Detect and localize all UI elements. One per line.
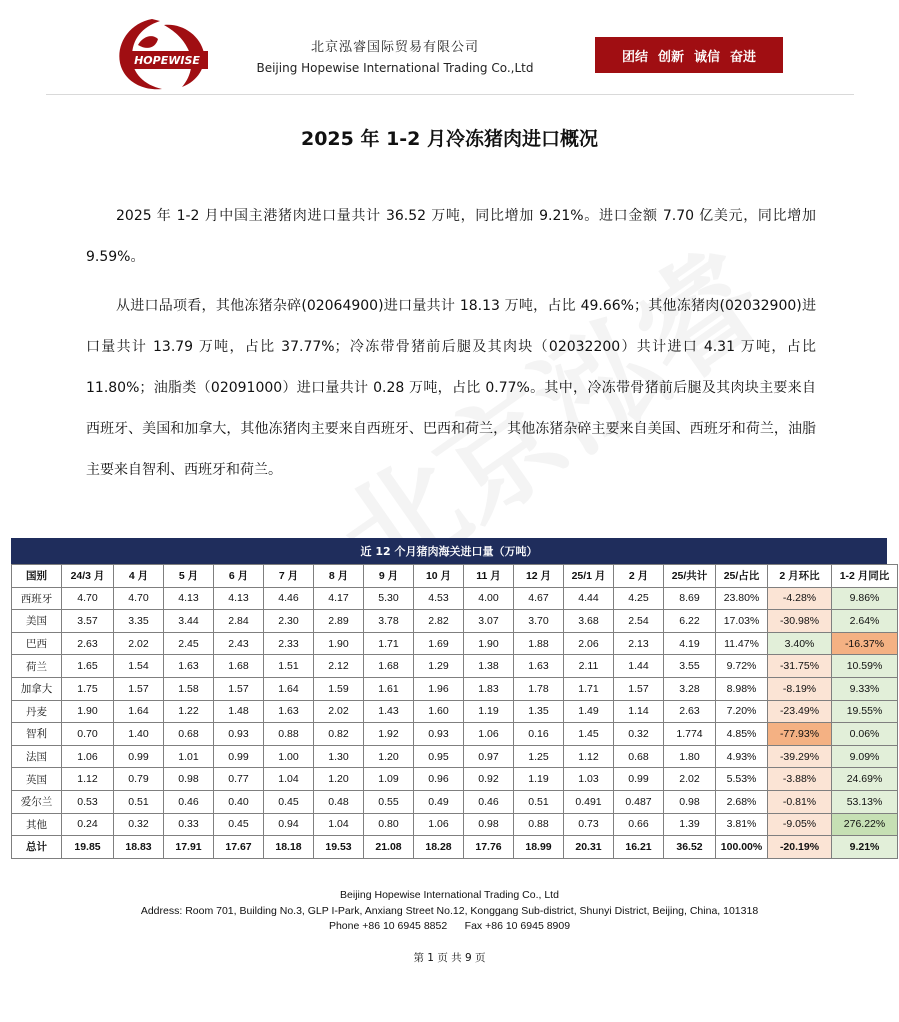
value-cell: 0.51 (514, 790, 564, 813)
value-cell: 9.09% (832, 745, 898, 768)
value-cell: 1.78 (514, 677, 564, 700)
value-cell: 0.53 (62, 790, 114, 813)
column-header: 6 月 (214, 565, 264, 588)
value-cell: 4.13 (164, 587, 214, 610)
value-cell: 9.33% (832, 677, 898, 700)
value-cell: 1.12 (62, 768, 114, 791)
value-cell: 1.64 (114, 700, 164, 723)
value-cell: 3.28 (664, 677, 716, 700)
value-cell: 1.38 (464, 655, 514, 678)
table-row (12, 790, 898, 813)
paragraph-products: 从进口品项看，其他冻猪杂碎(02064900)进口量共计 18.13 万吨，占比 49.66%；其他冻猪肉(02032900)进口量共计 13.79 万吨，占比 37.77%；冷冻带骨猪前后腿及其肉块（02032200）共计进口 4.31 万吨，占比 11.80%；油脂类（02091000）进口量共计 0.28 万吨，占比 0.77%。其中，冷冻带骨猪前后腿及其肉块主要来自西班牙、美国和加拿大，其他冻猪肉主要来自西班牙、巴西和荷兰，其他冻猪杂碎主要来自美国、西班牙和荷兰，油脂主要来自智利、西班牙和荷兰。 (86, 298, 816, 478)
value-cell: 19.55% (832, 700, 898, 723)
value-cell: 1.68 (364, 655, 414, 678)
value-cell: 1.06 (62, 745, 114, 768)
value-cell: 17.67 (214, 836, 264, 859)
column-header: 11 月 (464, 565, 514, 588)
value-cell: 1.39 (664, 813, 716, 836)
value-cell: 1.35 (514, 700, 564, 723)
country-cell: 荷兰 (12, 655, 62, 678)
country-cell: 法国 (12, 745, 62, 768)
column-header: 7 月 (264, 565, 314, 588)
column-header: 2 月 (614, 565, 664, 588)
country-cell: 总计 (12, 836, 62, 859)
table-row (12, 745, 898, 768)
column-header: 1-2 月同比 (832, 565, 898, 588)
value-cell: 2.84 (214, 610, 264, 633)
value-cell: 0.45 (214, 813, 264, 836)
value-cell: 3.70 (514, 610, 564, 633)
column-header: 10 月 (414, 565, 464, 588)
motto-banner (595, 37, 783, 73)
table-row (12, 723, 898, 746)
value-cell: 0.98 (664, 790, 716, 813)
value-cell: 1.60 (414, 700, 464, 723)
country-cell: 丹麦 (12, 700, 62, 723)
value-cell: 6.22 (664, 610, 716, 633)
company-name (240, 36, 550, 75)
value-cell: 2.11 (564, 655, 614, 678)
value-cell: 0.48 (314, 790, 364, 813)
value-cell: 4.53 (414, 587, 464, 610)
value-cell: 0.51 (114, 790, 164, 813)
value-cell: 1.88 (514, 632, 564, 655)
value-cell: 1.19 (514, 768, 564, 791)
column-header: 5 月 (164, 565, 214, 588)
table-row (12, 655, 898, 678)
footer (0, 888, 899, 935)
value-cell: 1.06 (414, 813, 464, 836)
table-row (12, 677, 898, 700)
value-cell: -0.81% (768, 790, 832, 813)
value-cell: 4.93% (716, 745, 768, 768)
country-cell: 英国 (12, 768, 62, 791)
page-title: 2025 年 1-2 月冷冻猪肉进口概况 (300, 128, 599, 150)
value-cell: 3.07 (464, 610, 514, 633)
value-cell: 2.02 (314, 700, 364, 723)
value-cell: 1.57 (614, 677, 664, 700)
column-header: 8 月 (314, 565, 364, 588)
value-cell: 0.68 (164, 723, 214, 746)
value-cell: 1.44 (614, 655, 664, 678)
value-cell: 1.54 (114, 655, 164, 678)
value-cell: 1.57 (114, 677, 164, 700)
value-cell: 0.79 (114, 768, 164, 791)
value-cell: 1.774 (664, 723, 716, 746)
value-cell: -8.19% (768, 677, 832, 700)
value-cell: 4.46 (264, 587, 314, 610)
value-cell: 1.58 (164, 677, 214, 700)
table-row (12, 610, 898, 633)
value-cell: 4.25 (614, 587, 664, 610)
value-cell: 1.04 (264, 768, 314, 791)
value-cell: 53.13% (832, 790, 898, 813)
value-cell: 1.12 (564, 745, 614, 768)
value-cell: 9.72% (716, 655, 768, 678)
value-cell: 1.63 (264, 700, 314, 723)
value-cell: 1.61 (364, 677, 414, 700)
value-cell: 2.54 (614, 610, 664, 633)
table-row (12, 700, 898, 723)
value-cell: 0.82 (314, 723, 364, 746)
value-cell: 2.82 (414, 610, 464, 633)
value-cell: -39.29% (768, 745, 832, 768)
value-cell: 5.53% (716, 768, 768, 791)
value-cell: 2.02 (664, 768, 716, 791)
svg-text:HOPEWISE: HOPEWISE (134, 54, 200, 67)
value-cell: 276.22% (832, 813, 898, 836)
value-cell: 3.40% (768, 632, 832, 655)
value-cell: 0.55 (364, 790, 414, 813)
value-cell: 1.49 (564, 700, 614, 723)
value-cell: 0.46 (464, 790, 514, 813)
country-cell: 爱尔兰 (12, 790, 62, 813)
value-cell: 0.88 (264, 723, 314, 746)
value-cell: 18.83 (114, 836, 164, 859)
value-cell: 0.33 (164, 813, 214, 836)
value-cell: 1.51 (264, 655, 314, 678)
value-cell: 1.63 (514, 655, 564, 678)
value-cell: 9.86% (832, 587, 898, 610)
value-cell: 1.22 (164, 700, 214, 723)
value-cell: 11.47% (716, 632, 768, 655)
value-cell: 2.64% (832, 610, 898, 633)
value-cell: 0.45 (264, 790, 314, 813)
company-name-cn: 北京泓睿国际贸易有限公司 (310, 40, 479, 55)
value-cell: 8.69 (664, 587, 716, 610)
country-cell: 美国 (12, 610, 62, 633)
motto-word: 创新 (657, 49, 684, 65)
table-row (12, 632, 898, 655)
column-header: 2 月环比 (768, 565, 832, 588)
value-cell: 1.40 (114, 723, 164, 746)
value-cell: 0.92 (464, 768, 514, 791)
value-cell: 2.43 (214, 632, 264, 655)
value-cell: -23.49% (768, 700, 832, 723)
value-cell: 0.49 (414, 790, 464, 813)
column-header: 12 月 (514, 565, 564, 588)
country-cell: 其他 (12, 813, 62, 836)
footer-company: Beijing Hopewise International Trading Co., Ltd (340, 889, 559, 901)
value-cell: 0.93 (214, 723, 264, 746)
value-cell: 19.53 (314, 836, 364, 859)
value-cell: 4.44 (564, 587, 614, 610)
value-cell: 1.64 (264, 677, 314, 700)
value-cell: 1.90 (464, 632, 514, 655)
import-volume-table (11, 538, 890, 859)
value-cell: -9.05% (768, 813, 832, 836)
value-cell: 3.81% (716, 813, 768, 836)
company-name-en: Beijing Hopewise International Trading Co.,Ltd (256, 61, 534, 75)
value-cell: 36.52 (664, 836, 716, 859)
column-header: 4 月 (114, 565, 164, 588)
value-cell: 19.85 (62, 836, 114, 859)
footer-contact: Phone +86 10 6945 8852 Fax +86 10 6945 8909 (328, 920, 571, 932)
value-cell: 0.46 (164, 790, 214, 813)
value-cell: 2.12 (314, 655, 364, 678)
value-cell: 1.92 (364, 723, 414, 746)
value-cell: 0.70 (62, 723, 114, 746)
value-cell: 2.30 (264, 610, 314, 633)
table-row (12, 768, 898, 791)
page-number: 第 1 页 共 9 页 (413, 952, 486, 964)
value-cell: 23.80% (716, 587, 768, 610)
company-logo (112, 15, 210, 93)
value-cell: 0.487 (614, 790, 664, 813)
value-cell: 17.03% (716, 610, 768, 633)
value-cell: -31.75% (768, 655, 832, 678)
value-cell: 1.43 (364, 700, 414, 723)
value-cell: 2.33 (264, 632, 314, 655)
value-cell: 100.00% (716, 836, 768, 859)
value-cell: 4.70 (114, 587, 164, 610)
table-total-row (12, 836, 898, 859)
value-cell: 4.85% (716, 723, 768, 746)
value-cell: 2.13 (614, 632, 664, 655)
value-cell: 0.66 (614, 813, 664, 836)
value-cell: -77.93% (768, 723, 832, 746)
value-cell: 9.21% (832, 836, 898, 859)
value-cell: 1.63 (164, 655, 214, 678)
value-cell: 1.20 (314, 768, 364, 791)
value-cell: 0.40 (214, 790, 264, 813)
value-cell: 1.29 (414, 655, 464, 678)
column-header: 9 月 (364, 565, 414, 588)
table-row (12, 813, 898, 836)
value-cell: 24.69% (832, 768, 898, 791)
value-cell: 1.19 (464, 700, 514, 723)
paragraph-summary: 2025 年 1-2 月中国主港猪肉进口量共计 36.52 万吨，同比增加 9.21%。进口金额 7.70 亿美元，同比增加 9.59%。 (86, 208, 816, 265)
value-cell: 0.99 (614, 768, 664, 791)
value-cell: 2.06 (564, 632, 614, 655)
value-cell: 1.90 (62, 700, 114, 723)
value-cell: 1.09 (364, 768, 414, 791)
value-cell: 3.68 (564, 610, 614, 633)
value-cell: 0.96 (414, 768, 464, 791)
value-cell: 1.14 (614, 700, 664, 723)
value-cell: 4.00 (464, 587, 514, 610)
header-divider (46, 94, 854, 95)
value-cell: 1.69 (414, 632, 464, 655)
value-cell: 3.44 (164, 610, 214, 633)
country-cell: 巴西 (12, 632, 62, 655)
value-cell: 0.73 (564, 813, 614, 836)
country-cell: 加拿大 (12, 677, 62, 700)
value-cell: 0.95 (414, 745, 464, 768)
value-cell: 20.31 (564, 836, 614, 859)
value-cell: 0.32 (614, 723, 664, 746)
value-cell: 3.35 (114, 610, 164, 633)
value-cell: 2.63 (62, 632, 114, 655)
country-cell: 西班牙 (12, 587, 62, 610)
motto-word: 诚信 (694, 49, 721, 65)
table-header-row (12, 565, 898, 588)
value-cell: 17.76 (464, 836, 514, 859)
value-cell: 1.83 (464, 677, 514, 700)
value-cell: 1.45 (564, 723, 614, 746)
value-cell: 1.65 (62, 655, 114, 678)
value-cell: -30.98% (768, 610, 832, 633)
value-cell: 4.19 (664, 632, 716, 655)
value-cell: 1.80 (664, 745, 716, 768)
value-cell: 1.25 (514, 745, 564, 768)
value-cell: 4.70 (62, 587, 114, 610)
value-cell: 1.68 (214, 655, 264, 678)
value-cell: 0.97 (464, 745, 514, 768)
value-cell: 4.17 (314, 587, 364, 610)
value-cell: 18.18 (264, 836, 314, 859)
value-cell: 0.88 (514, 813, 564, 836)
value-cell: 3.55 (664, 655, 716, 678)
country-cell: 智利 (12, 723, 62, 746)
value-cell: 1.20 (364, 745, 414, 768)
value-cell: 4.13 (214, 587, 264, 610)
value-cell: 0.98 (164, 768, 214, 791)
value-cell: 10.59% (832, 655, 898, 678)
value-cell: 18.28 (414, 836, 464, 859)
value-cell: 1.96 (414, 677, 464, 700)
value-cell: 18.99 (514, 836, 564, 859)
value-cell: 0.491 (564, 790, 614, 813)
value-cell: 1.75 (62, 677, 114, 700)
value-cell: 2.63 (664, 700, 716, 723)
value-cell: 17.91 (164, 836, 214, 859)
table-row (12, 587, 898, 610)
value-cell: 5.30 (364, 587, 414, 610)
value-cell: 0.32 (114, 813, 164, 836)
value-cell: 1.71 (564, 677, 614, 700)
value-cell: 1.59 (314, 677, 364, 700)
value-cell: 7.20% (716, 700, 768, 723)
value-cell: 2.89 (314, 610, 364, 633)
value-cell: 1.30 (314, 745, 364, 768)
value-cell: -16.37% (832, 632, 898, 655)
motto-word: 奋进 (730, 49, 757, 65)
value-cell: 8.98% (716, 677, 768, 700)
value-cell: 1.71 (364, 632, 414, 655)
motto-word: 团结 (621, 49, 648, 65)
value-cell: 0.80 (364, 813, 414, 836)
value-cell: 1.48 (214, 700, 264, 723)
column-header: 25/共计 (664, 565, 716, 588)
value-cell: -3.88% (768, 768, 832, 791)
value-cell: 3.78 (364, 610, 414, 633)
value-cell: 0.77 (214, 768, 264, 791)
value-cell: 3.57 (62, 610, 114, 633)
value-cell: 2.68% (716, 790, 768, 813)
value-cell: 1.90 (314, 632, 364, 655)
value-cell: 1.00 (264, 745, 314, 768)
value-cell: 0.93 (414, 723, 464, 746)
value-cell: 0.16 (514, 723, 564, 746)
value-cell: 0.99 (214, 745, 264, 768)
value-cell: 21.08 (364, 836, 414, 859)
value-cell: 1.57 (214, 677, 264, 700)
column-header: 25/占比 (716, 565, 768, 588)
value-cell: 2.45 (164, 632, 214, 655)
column-header: 24/3 月 (62, 565, 114, 588)
value-cell: 16.21 (614, 836, 664, 859)
value-cell: 4.67 (514, 587, 564, 610)
data-table (11, 564, 898, 859)
value-cell: -20.19% (768, 836, 832, 859)
value-cell: 0.24 (62, 813, 114, 836)
value-cell: 0.94 (264, 813, 314, 836)
value-cell: 0.06% (832, 723, 898, 746)
column-header: 25/1 月 (564, 565, 614, 588)
column-header: 国别 (12, 565, 62, 588)
table-caption: 近 12 个月猪肉海关进口量（万吨） (11, 538, 887, 564)
value-cell: 2.02 (114, 632, 164, 655)
footer-address: Address: Room 701, Building No.3, GLP I-Park, Anxiang Street No.12, Konggang Sub-district, Shunyi District, Beijing, China, 101318 (140, 904, 759, 917)
value-cell: 1.03 (564, 768, 614, 791)
value-cell: 1.06 (464, 723, 514, 746)
value-cell: 0.99 (114, 745, 164, 768)
value-cell: -4.28% (768, 587, 832, 610)
value-cell: 1.01 (164, 745, 214, 768)
value-cell: 0.98 (464, 813, 514, 836)
value-cell: 1.04 (314, 813, 364, 836)
value-cell: 0.68 (614, 745, 664, 768)
